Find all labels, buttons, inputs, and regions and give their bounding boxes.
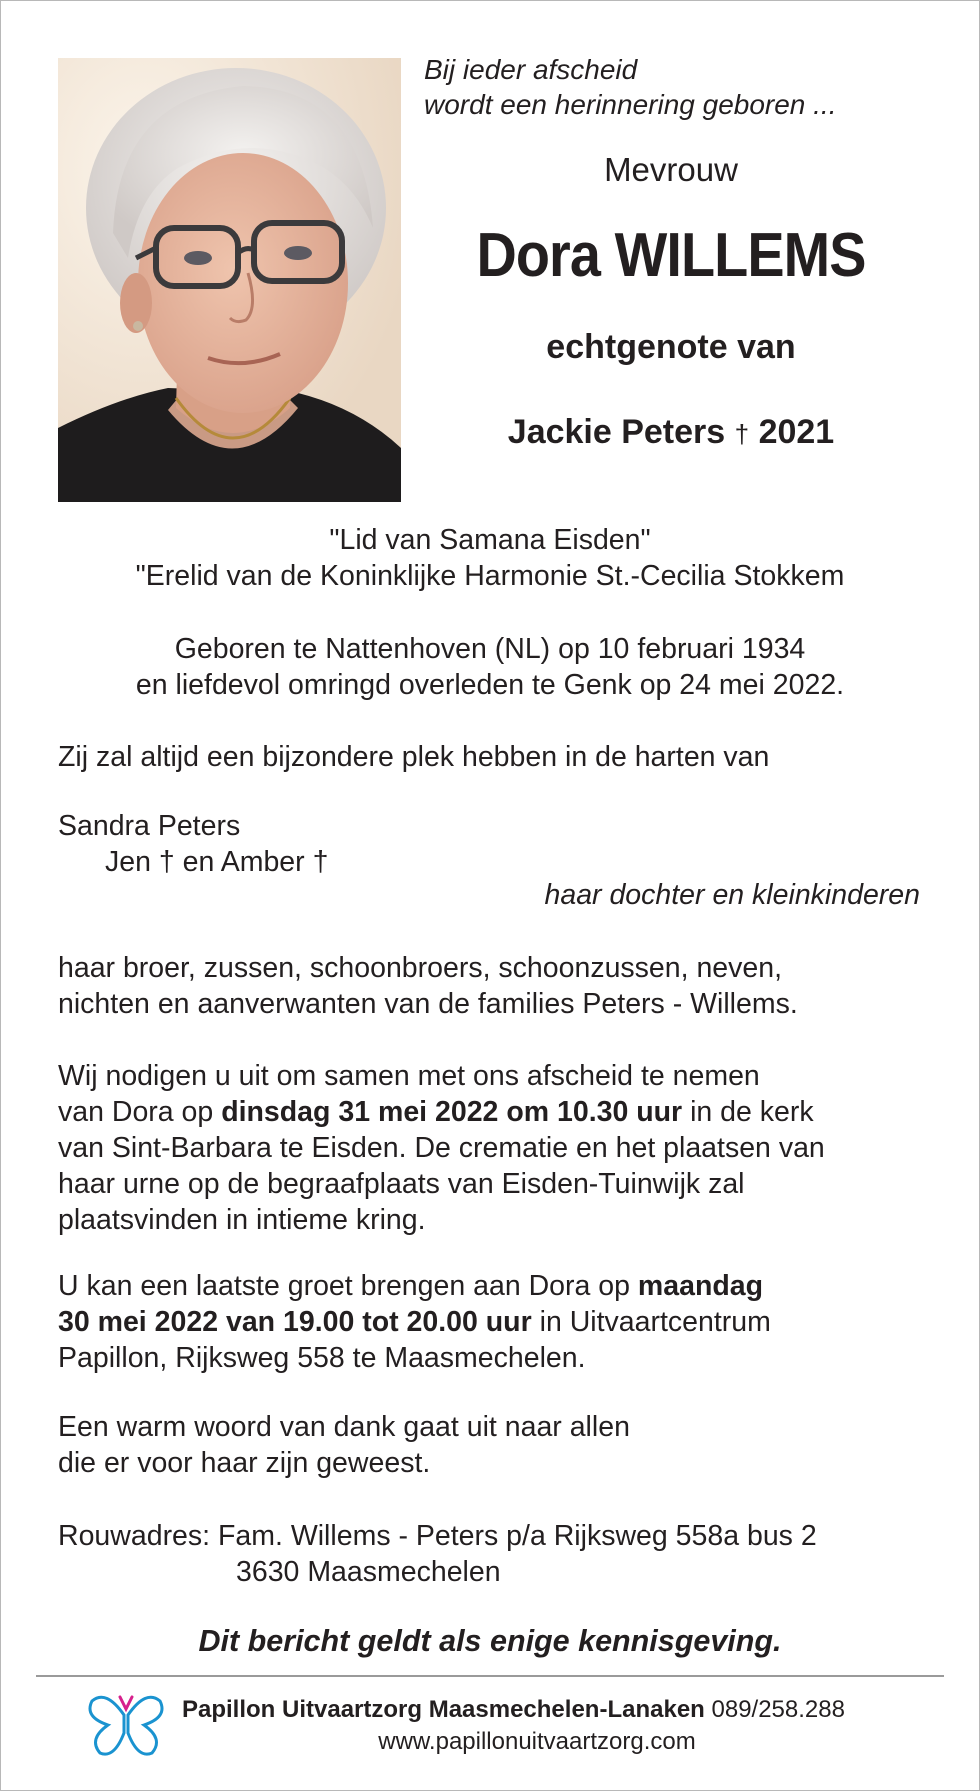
ceremony-text: van Dora op	[58, 1096, 222, 1128]
spouse-year: 2021	[758, 413, 835, 451]
grandchild-2: en Amber	[182, 846, 305, 878]
visitation-text: U kan een laatste groet brengen aan Dora op	[58, 1270, 638, 1302]
funeral-home	[182, 1695, 942, 1725]
ceremony-line-3: van Sint-Barbara te Eisden. De crematie en het plaatsen van	[58, 1132, 825, 1164]
membership-line-2: "Erelid van de Koninklijke Harmonie St.-Cecilia Stokkem	[135, 560, 845, 592]
life-dates	[40, 631, 940, 703]
membership-line-1: "Lid van Samana Eisden"	[329, 524, 651, 556]
ceremony-text: in de kerk	[682, 1096, 814, 1128]
family-role: haar dochter en kleinkinderen	[544, 879, 920, 911]
visitation-day: maandag	[637, 1270, 764, 1302]
extended-family	[58, 950, 938, 1022]
grandchild-1: Jen	[105, 846, 151, 878]
ceremony-line-4: haar urne op de begraafplaats van Eisden-Tuinwijk zal	[58, 1168, 745, 1200]
ceremony-datetime: dinsdag 31 mei 2022 om 10.30 uur	[221, 1096, 683, 1128]
ceremony-line-1: Wij nodigen u uit om samen met ons afscheid te nemen	[58, 1060, 760, 1092]
motto-line-2: wordt een herinnering geboren ...	[424, 89, 837, 120]
visitation-text: in Uitvaartcentrum	[531, 1306, 771, 1338]
thanks-line-1: Een warm woord van dank gaat uit naar allen	[58, 1411, 630, 1443]
relation-label: echtgenote van	[546, 328, 796, 366]
butterfly-icon	[86, 1687, 166, 1767]
intro-line: Zij zal altijd een bijzondere plek hebben in de harten van	[58, 741, 770, 773]
memberships	[40, 522, 940, 594]
address-line-1: Rouwadres: Fam. Willems - Peters p/a Rijksweg 558a bus 2	[58, 1520, 817, 1552]
grandchildren	[58, 844, 938, 880]
cross-icon: †	[312, 846, 329, 878]
visitation-info	[58, 1268, 938, 1376]
divider	[36, 1675, 944, 1677]
thanks	[58, 1409, 938, 1481]
spouse-name: Jackie Peters	[507, 413, 726, 451]
birth-line: Geboren te Nattenhoven (NL) op 10 februari 1934	[174, 633, 806, 665]
ceremony-line-2	[58, 1094, 938, 1130]
funeral-home-name: Papillon Uitvaartzorg Maasmechelen-Lanaken	[182, 1696, 705, 1723]
spouse	[424, 411, 918, 455]
deceased-name: Dora WILLEMS	[476, 221, 866, 290]
cross-icon: †	[734, 419, 750, 449]
mourning-address	[58, 1518, 938, 1590]
thanks-line-2: die er voor haar zijn geweest.	[58, 1447, 431, 1479]
visitation-line-1	[58, 1268, 938, 1304]
extended-line-2: nichten en aanverwanten van de families Peters - Willems.	[58, 988, 798, 1020]
death-line: en liefdevol omringd overleden te Genk op 24 mei 2022.	[135, 669, 845, 701]
address-line-2: 3630 Maasmechelen	[236, 1556, 501, 1588]
honorific: Mevrouw	[604, 151, 738, 188]
extended-line-1: haar broer, zussen, schoonbroers, schoonzussen, neven,	[58, 952, 783, 984]
notice: Dit bericht geldt als enige kennisgeving.	[198, 1624, 782, 1658]
visitation-line-2	[58, 1304, 938, 1340]
family-list	[58, 808, 938, 880]
visitation-datetime: 30 mei 2022 van 19.00 tot 20.00 uur	[58, 1306, 532, 1338]
daughter-name: Sandra Peters	[58, 810, 241, 842]
motto-line-1: Bij ieder afscheid	[424, 54, 638, 85]
portrait-photo	[58, 58, 401, 502]
visitation-line-3: Papillon, Rijksweg 558 te Maasmechelen.	[58, 1342, 586, 1374]
ceremony-line-5: plaatsvinden in intieme kring.	[58, 1204, 426, 1236]
funeral-home-phone: 089/258.288	[704, 1696, 845, 1723]
funeral-home-website[interactable]: www.papillonuitvaartzorg.com	[378, 1728, 696, 1755]
intro-text	[58, 739, 938, 775]
ceremony-info	[58, 1058, 938, 1238]
motto	[424, 52, 944, 122]
cross-icon: †	[158, 846, 175, 878]
